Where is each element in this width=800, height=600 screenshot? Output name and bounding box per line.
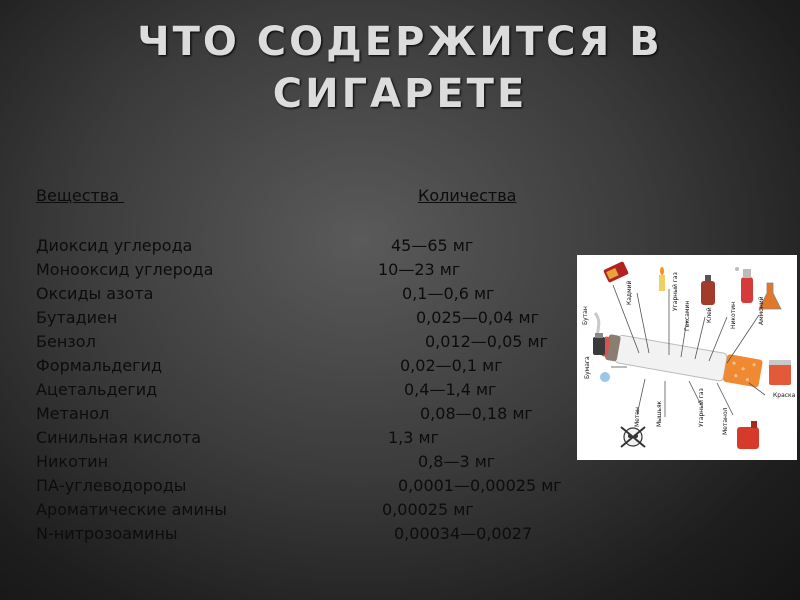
table-row <box>36 306 596 330</box>
cadmium-battery-icon <box>603 261 629 283</box>
substance-name: Оксиды азота <box>36 284 154 303</box>
cigarette-illustration <box>577 255 797 460</box>
substance-name: Ароматические амины <box>36 500 227 519</box>
substance-name: N-нитрозоамины <box>36 524 178 543</box>
substance-quantity: 10—23 мг <box>378 260 461 279</box>
substance-name: Монооксид углерода <box>36 260 214 279</box>
methanol-canister-icon <box>737 421 759 449</box>
substances-table <box>36 234 596 546</box>
label-arsenic: Мышьяк <box>656 400 663 427</box>
substance-name: Диоксид углерода <box>36 236 193 255</box>
substance-name: ПА-углеводороды <box>36 476 187 495</box>
table-row <box>36 258 596 282</box>
substance-name: Ацетальдегид <box>36 380 158 399</box>
label-butane: Бутан <box>582 306 589 325</box>
substance-quantity: 0,02—0,1 мг <box>400 356 503 375</box>
table-row <box>36 522 596 546</box>
substances-header: Вещества <box>36 186 125 205</box>
substance-quantity: 0,8—3 мг <box>418 452 496 471</box>
substance-quantity: 1,3 мг <box>388 428 440 447</box>
slide-title-line-2: СИГАРЕТЕ <box>272 71 528 117</box>
substance-name: Никотин <box>36 452 109 471</box>
label-carbon-monoxide: Угарный газ <box>672 272 679 311</box>
table-row <box>36 282 596 306</box>
arsenic-skull-icon <box>621 427 645 447</box>
label-paper: Бумага <box>584 356 591 379</box>
label-cadmium: Кадмий <box>626 280 633 305</box>
label-carbon-monoxide-2: Угарный газ <box>698 388 705 427</box>
substance-quantity: 0,00025 мг <box>382 500 474 519</box>
substance-quantity: 0,0001—0,00025 мг <box>398 476 562 495</box>
methane-bubble-icon <box>600 372 610 382</box>
substance-quantity: 0,00034—0,0027 <box>394 524 533 543</box>
table-row <box>36 498 596 522</box>
label-glue: Клей <box>706 307 713 323</box>
substance-quantity: 0,012—0,05 мг <box>425 332 548 351</box>
table-row <box>36 450 596 474</box>
butane-lighter-icon <box>593 333 605 355</box>
quantities-header: Количества <box>418 186 517 205</box>
substance-name: Бензол <box>36 332 96 351</box>
label-ammonium: Аммоний <box>758 296 765 325</box>
substance-name: Синильная кислота <box>36 428 202 447</box>
substance-name: Формальдегид <box>36 356 163 375</box>
table-row <box>36 378 596 402</box>
label-methanol: Метанол <box>722 407 729 435</box>
substance-quantity: 0,4—1,4 мг <box>404 380 497 399</box>
cigarette-icon <box>601 332 763 387</box>
nicotine-spray-icon <box>735 267 753 303</box>
table-row <box>36 402 596 426</box>
label-nicotine: Никотин <box>730 301 737 329</box>
glue-bottle-icon <box>701 275 715 305</box>
candle-icon <box>659 267 665 291</box>
paint-can-icon <box>769 360 791 385</box>
label-paint: Краска <box>773 392 796 399</box>
table-row <box>36 474 596 498</box>
substance-quantity: 0,1—0,6 мг <box>402 284 495 303</box>
substance-quantity: 0,025—0,04 мг <box>416 308 539 327</box>
slide-title <box>0 16 800 120</box>
substance-quantity: 0,08—0,18 мг <box>420 404 533 423</box>
cigarette-illustration-svg <box>577 255 797 460</box>
table-row <box>36 330 596 354</box>
substance-quantity: 45—65 мг <box>391 236 474 255</box>
label-methane: Метан <box>634 407 641 427</box>
table-row <box>36 234 596 258</box>
slide-title-line-1: ЧТО СОДЕРЖИТСЯ В <box>137 19 663 65</box>
table-row <box>36 426 596 450</box>
label-hexamine: Гексамин <box>684 300 691 331</box>
substance-name: Бутадиен <box>36 308 118 327</box>
substance-name: Метанол <box>36 404 110 423</box>
table-row <box>36 354 596 378</box>
